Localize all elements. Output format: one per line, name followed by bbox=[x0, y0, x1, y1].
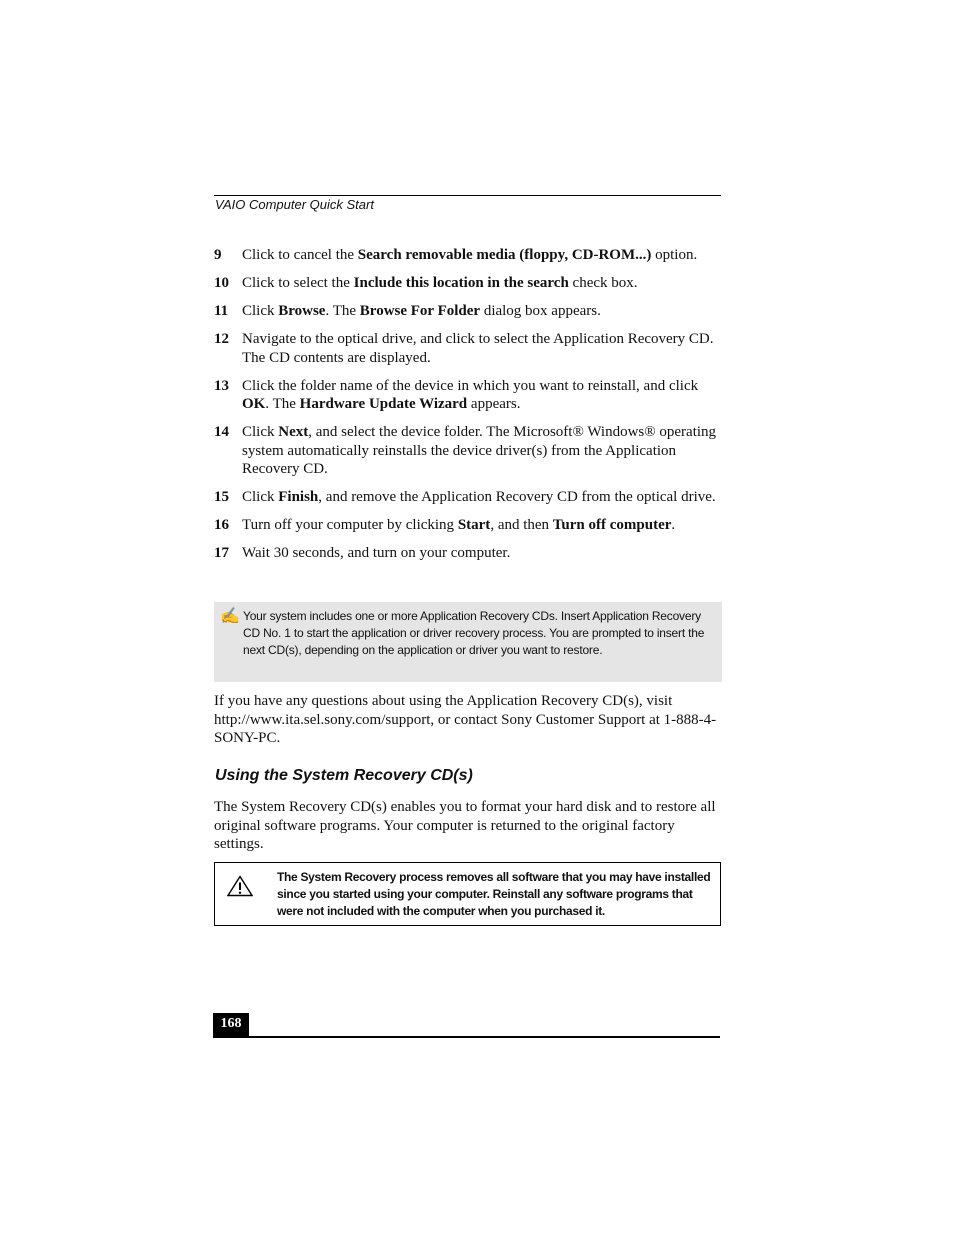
ui-term: Hardware Update Wizard bbox=[299, 396, 468, 412]
step-number: 12 bbox=[214, 331, 229, 347]
support-paragraph: If you have any questions about using the Application Recovery CD(s), visit http://www.ita.sel.sony.com/support, or contact Sony Customer Support at 1-888-4-SONY-PC. bbox=[214, 693, 717, 746]
ui-term: Next bbox=[278, 424, 309, 440]
step-item bbox=[214, 423, 724, 479]
warning-text: The System Recovery process removes all software that you may have installed since you started using your computer. Reinstall any software programs that were not included with the computer when you purchased it. bbox=[277, 870, 711, 918]
step-item bbox=[214, 516, 724, 535]
step-text: Click the folder name of the device in which you want to reinstall, and click OK. The Hardware Update Wizard appears. bbox=[242, 377, 699, 412]
step-item bbox=[214, 330, 724, 367]
step-number: 17 bbox=[214, 545, 229, 561]
warning-box bbox=[214, 862, 721, 926]
step-number: 11 bbox=[214, 303, 229, 319]
step-item bbox=[214, 274, 724, 293]
running-header: VAIO Computer Quick Start bbox=[215, 197, 374, 212]
step-item bbox=[214, 246, 724, 265]
step-item bbox=[214, 488, 724, 507]
step-text: Click Browse. The Browse For Folder dialog box appears. bbox=[242, 303, 601, 319]
header-rule bbox=[214, 195, 721, 196]
warning-triangle-icon bbox=[227, 875, 253, 897]
section-paragraph: The System Recovery CD(s) enables you to format your hard disk and to restore all original software programs. Your computer is returned to the original factory settings. bbox=[214, 799, 716, 852]
ui-term: Turn off computer bbox=[552, 517, 672, 533]
step-number: 16 bbox=[214, 517, 229, 533]
ui-term: Include this location in the search bbox=[353, 275, 569, 291]
step-text: Navigate to the optical drive, and click to select the Application Recovery CD. The CD contents are displayed. bbox=[242, 331, 714, 366]
ui-term: OK bbox=[242, 396, 266, 412]
step-text: Click Next, and select the device folder. The Microsoft® Windows® operating system automatically reinstalls the device driver(s) from the Application Recovery CD. bbox=[242, 424, 717, 477]
step-number: 13 bbox=[214, 377, 229, 394]
step-item bbox=[214, 377, 724, 414]
note-box bbox=[214, 602, 722, 682]
step-text: Turn off your computer by clicking Start, and then Turn off computer. bbox=[242, 517, 676, 533]
step-item bbox=[214, 544, 724, 563]
pencil-note-icon: ✍ bbox=[220, 608, 240, 625]
step-text: Click to select the Include this location in the search check box. bbox=[242, 275, 638, 291]
page-number: 168 bbox=[213, 1013, 249, 1037]
step-number: 9 bbox=[214, 247, 222, 263]
step-number: 15 bbox=[214, 489, 229, 505]
step-text: Wait 30 seconds, and turn on your computer. bbox=[242, 545, 511, 561]
step-number: 14 bbox=[214, 424, 229, 440]
steps-list bbox=[214, 246, 724, 572]
ui-term: Search removable media (floppy, CD-ROM...) bbox=[357, 247, 652, 263]
ui-term: Finish bbox=[278, 489, 319, 505]
step-item bbox=[214, 302, 724, 321]
note-text: Your system includes one or more Application Recovery CDs. Insert Application Recovery CD No. 1 to start the application or driver recovery process. You are prompted to insert the next CD(s), depending on the application or driver you want to restore. bbox=[243, 609, 705, 657]
footer-rule bbox=[213, 1036, 720, 1038]
step-text: Click Finish, and remove the Application Recovery CD from the optical drive. bbox=[242, 489, 716, 505]
step-number: 10 bbox=[214, 275, 229, 291]
step-text: Click to cancel the Search removable media (floppy, CD-ROM...) option. bbox=[242, 247, 698, 263]
section-heading: Using the System Recovery CD(s) bbox=[215, 767, 473, 784]
ui-term: Start bbox=[457, 517, 491, 533]
ui-term: Browse For Folder bbox=[359, 303, 481, 319]
ui-term: Browse bbox=[278, 303, 326, 319]
